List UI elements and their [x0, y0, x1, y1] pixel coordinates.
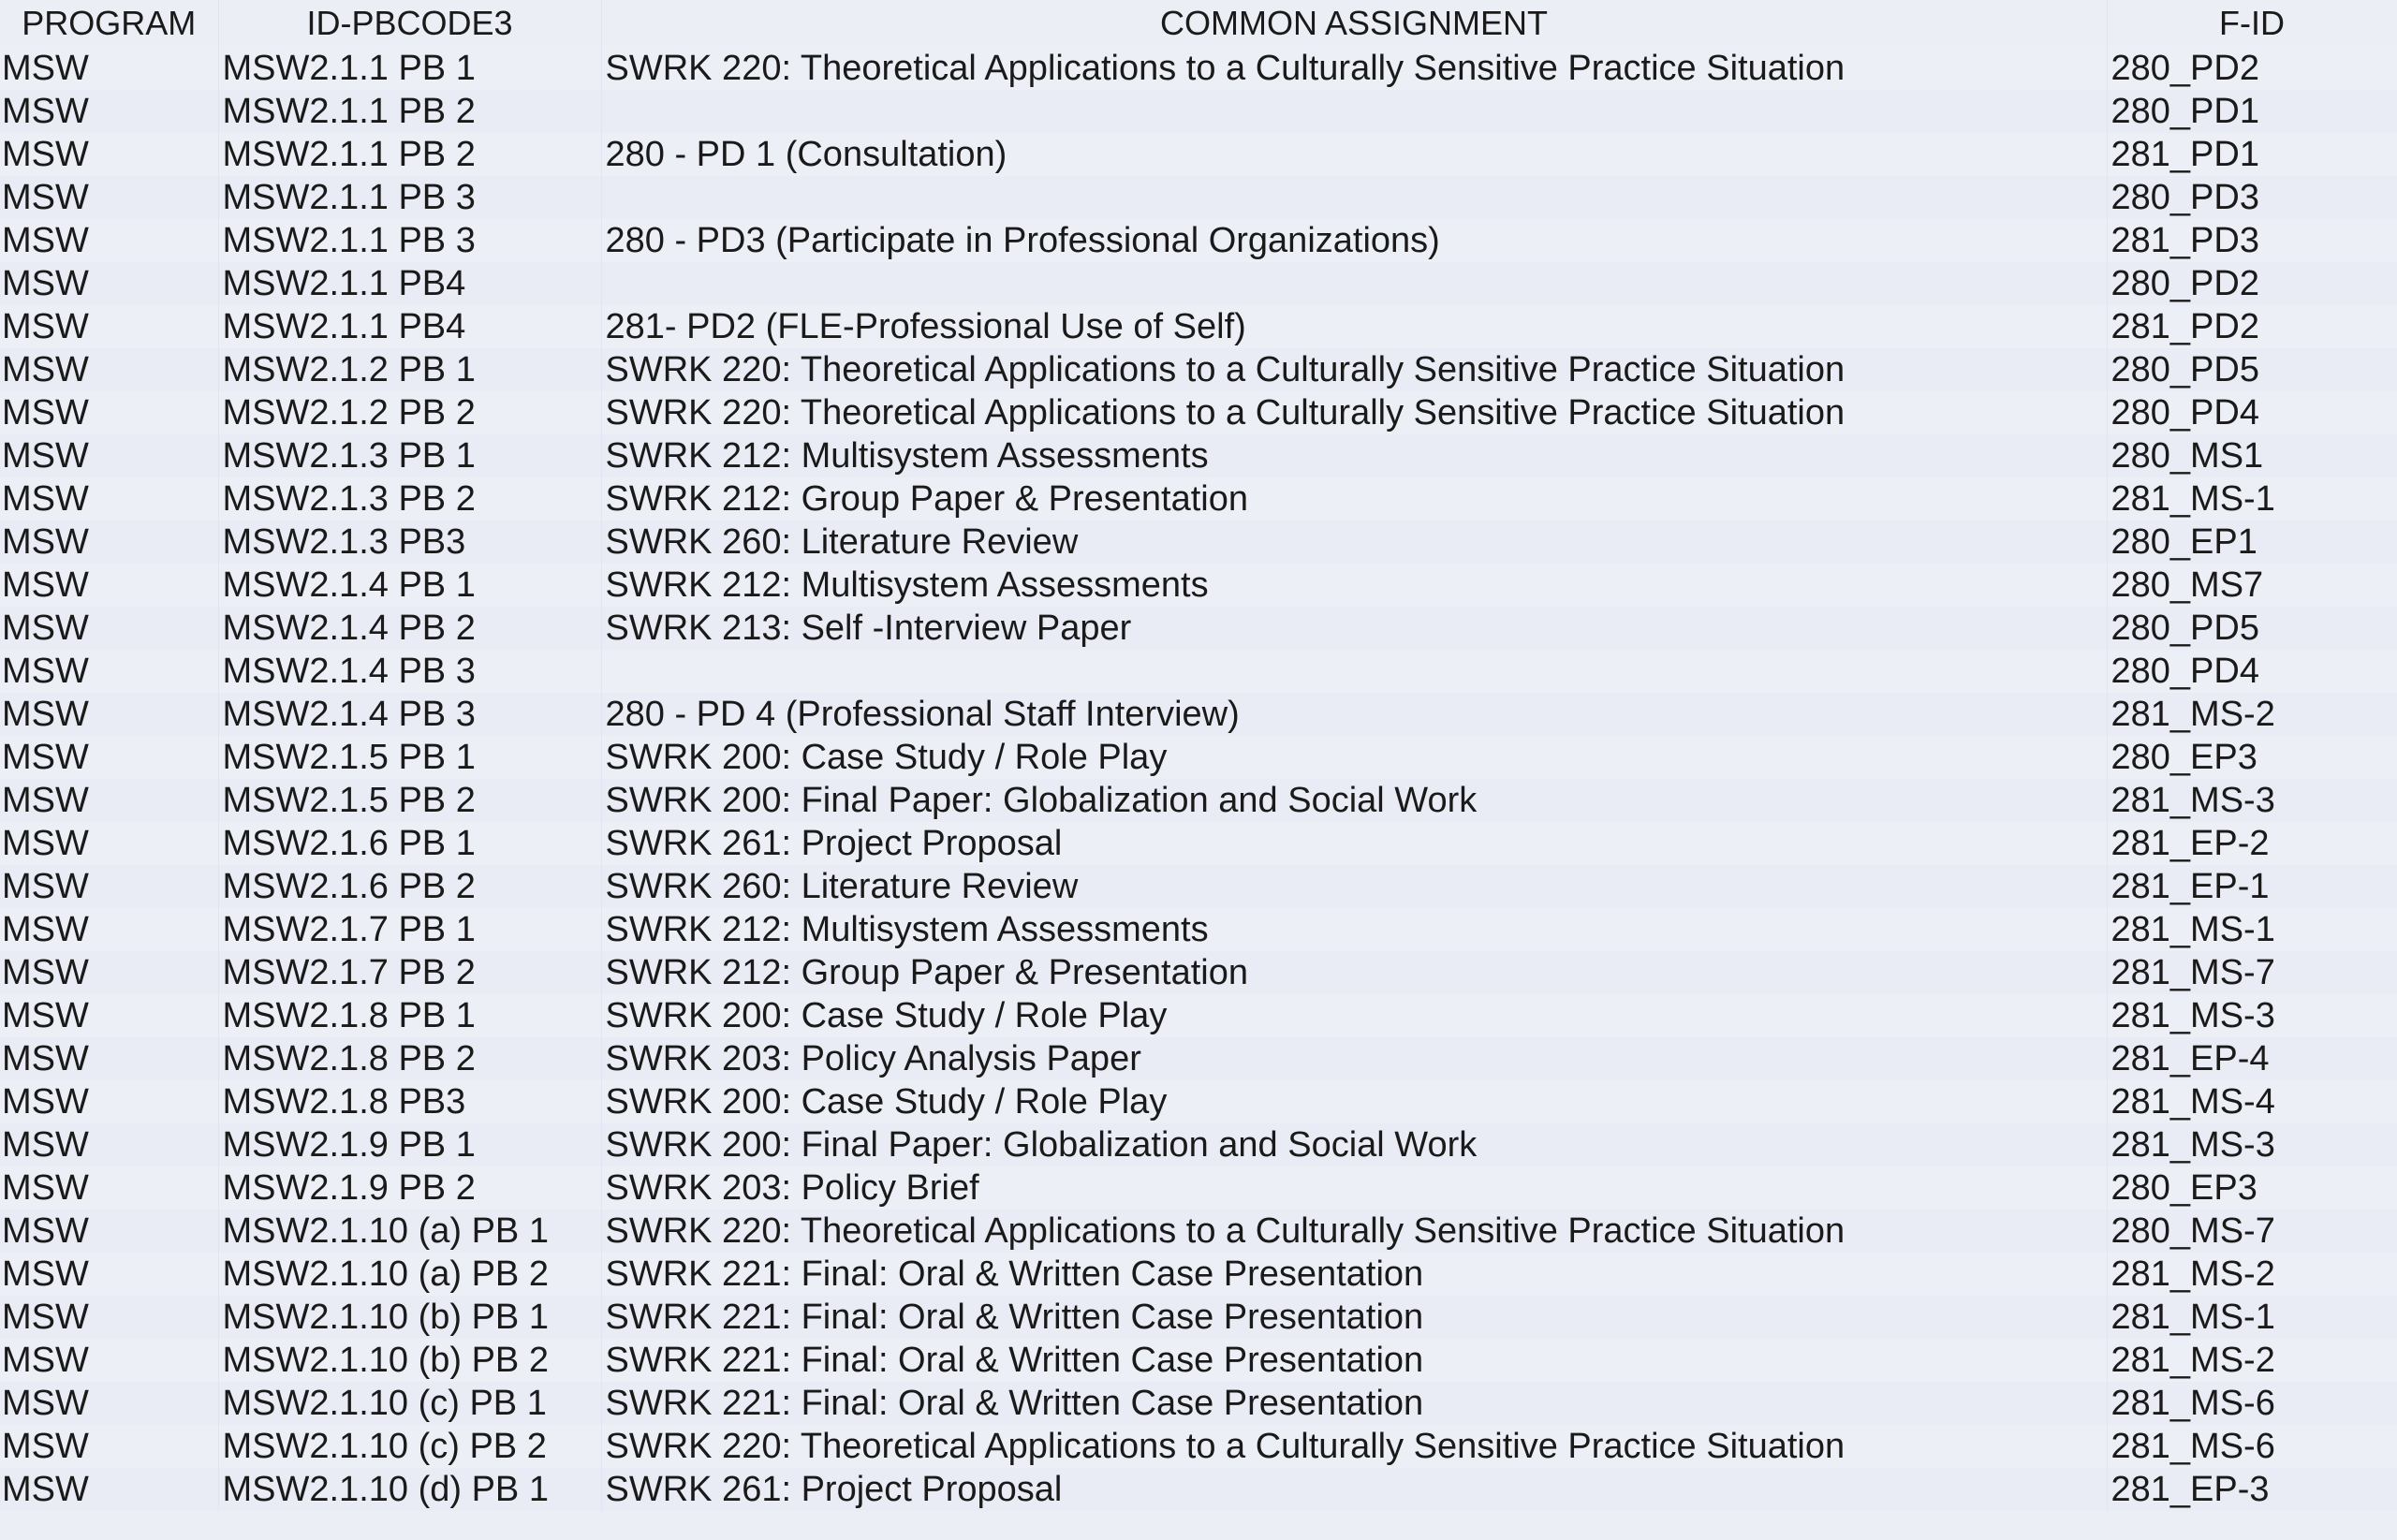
- fid-cell[interactable]: 280_PD3: [2107, 176, 2397, 219]
- assignment-cell[interactable]: SWRK 261: Project Proposal: [601, 1468, 2107, 1511]
- table-row[interactable]: [0, 90, 2397, 133]
- assignment-cell[interactable]: SWRK 200: Case Study / Role Play: [601, 736, 2107, 779]
- program-cell[interactable]: MSW: [0, 262, 218, 305]
- fid-cell[interactable]: 280_PD5: [2107, 607, 2397, 650]
- program-cell[interactable]: MSW: [0, 607, 218, 650]
- pbcode-cell[interactable]: MSW2.1.10 (d) PB 1: [218, 1468, 601, 1511]
- column-header-common-assignment[interactable]: COMMON ASSIGNMENT: [601, 0, 2107, 47]
- assignment-cell[interactable]: SWRK 203: Policy Analysis Paper: [601, 1037, 2107, 1080]
- table-row[interactable]: [0, 1253, 2397, 1296]
- fid-cell[interactable]: 280_PD5: [2107, 348, 2397, 391]
- fid-cell[interactable]: 281_PD3: [2107, 219, 2397, 262]
- assignment-cell[interactable]: SWRK 212: Group Paper & Presentation: [601, 951, 2107, 994]
- column-header-program[interactable]: PROGRAM: [0, 0, 218, 47]
- pbcode-cell[interactable]: MSW2.1.10 (b) PB 2: [218, 1339, 601, 1382]
- fid-cell[interactable]: 281_MS-7: [2107, 951, 2397, 994]
- program-cell[interactable]: MSW: [0, 1425, 218, 1468]
- fid-cell[interactable]: 280_PD4: [2107, 391, 2397, 434]
- program-cell[interactable]: MSW: [0, 219, 218, 262]
- fid-cell[interactable]: 281_MS-2: [2107, 1339, 2397, 1382]
- fid-cell[interactable]: 281_EP-3: [2107, 1468, 2397, 1511]
- pbcode-cell[interactable]: MSW2.1.8 PB3: [218, 1080, 601, 1123]
- fid-cell[interactable]: 281_MS-1: [2107, 477, 2397, 521]
- program-cell[interactable]: MSW: [0, 1166, 218, 1210]
- table-body: [0, 47, 2397, 1511]
- table-row[interactable]: [0, 176, 2397, 219]
- assignment-cell[interactable]: SWRK 260: Literature Review: [601, 521, 2107, 564]
- assignment-cell[interactable]: [601, 90, 2107, 133]
- fid-cell[interactable]: 281_MS-3: [2107, 994, 2397, 1037]
- program-cell[interactable]: MSW: [0, 736, 218, 779]
- table-row[interactable]: [0, 133, 2397, 176]
- program-cell[interactable]: MSW: [0, 176, 218, 219]
- program-cell[interactable]: MSW: [0, 1037, 218, 1080]
- table-row[interactable]: [0, 994, 2397, 1037]
- fid-cell[interactable]: 280_EP1: [2107, 521, 2397, 564]
- table-row[interactable]: [0, 650, 2397, 693]
- assignment-cell[interactable]: SWRK 220: Theoretical Applications to a Culturally Sensitive Practice Situation: [601, 1425, 2107, 1468]
- program-cell[interactable]: MSW: [0, 1468, 218, 1511]
- table-row[interactable]: [0, 736, 2397, 779]
- assignment-cell[interactable]: SWRK 200: Case Study / Role Play: [601, 1080, 2107, 1123]
- table-row[interactable]: [0, 262, 2397, 305]
- pbcode-cell[interactable]: MSW2.1.10 (a) PB 1: [218, 1210, 601, 1253]
- pbcode-cell[interactable]: MSW2.1.5 PB 1: [218, 736, 601, 779]
- table-row[interactable]: [0, 47, 2397, 90]
- program-cell[interactable]: MSW: [0, 1253, 218, 1296]
- table-row[interactable]: [0, 564, 2397, 607]
- program-cell[interactable]: MSW: [0, 650, 218, 693]
- program-cell[interactable]: MSW: [0, 391, 218, 434]
- fid-cell[interactable]: 280_MS7: [2107, 564, 2397, 607]
- program-cell[interactable]: MSW: [0, 865, 218, 908]
- assignment-cell[interactable]: SWRK 200: Final Paper: Globalization and Social Work: [601, 779, 2107, 822]
- table-row[interactable]: [0, 1210, 2397, 1253]
- assignment-cell[interactable]: 280 - PD 1 (Consultation): [601, 133, 2107, 176]
- program-cell[interactable]: MSW: [0, 1339, 218, 1382]
- assignment-cell[interactable]: 280 - PD 4 (Professional Staff Interview): [601, 693, 2107, 736]
- assignment-cell[interactable]: SWRK 220: Theoretical Applications to a Culturally Sensitive Practice Situation: [601, 348, 2107, 391]
- pbcode-cell[interactable]: MSW2.1.4 PB 3: [218, 650, 601, 693]
- fid-cell[interactable]: 280_PD2: [2107, 262, 2397, 305]
- header-row: [0, 0, 2397, 47]
- assignment-cell[interactable]: SWRK 221: Final: Oral & Written Case Presentation: [601, 1339, 2107, 1382]
- fid-cell[interactable]: 281_MS-6: [2107, 1382, 2397, 1425]
- program-cell[interactable]: MSW: [0, 1210, 218, 1253]
- assignment-cell[interactable]: SWRK 221: Final: Oral & Written Case Presentation: [601, 1253, 2107, 1296]
- table-row[interactable]: [0, 951, 2397, 994]
- program-cell[interactable]: MSW: [0, 779, 218, 822]
- column-header-f-id[interactable]: F-ID: [2107, 0, 2397, 47]
- fid-cell[interactable]: 281_PD2: [2107, 305, 2397, 348]
- column-header-id-pbcode3[interactable]: ID-PBCODE3: [218, 0, 601, 47]
- program-cell[interactable]: MSW: [0, 951, 218, 994]
- table-row[interactable]: [0, 908, 2397, 951]
- fid-cell[interactable]: 280_MS1: [2107, 434, 2397, 477]
- pbcode-cell[interactable]: MSW2.1.4 PB 3: [218, 693, 601, 736]
- fid-cell[interactable]: 280_PD4: [2107, 650, 2397, 693]
- assignment-cell[interactable]: SWRK 200: Case Study / Role Play: [601, 994, 2107, 1037]
- pbcode-cell[interactable]: MSW2.1.2 PB 1: [218, 348, 601, 391]
- assignment-cell[interactable]: 280 - PD3 (Participate in Professional Organizations): [601, 219, 2107, 262]
- fid-cell[interactable]: 281_MS-2: [2107, 1253, 2397, 1296]
- fid-cell[interactable]: 281_EP-2: [2107, 822, 2397, 865]
- assignment-cell[interactable]: [601, 262, 2107, 305]
- table-row[interactable]: [0, 822, 2397, 865]
- fid-cell[interactable]: 281_MS-3: [2107, 779, 2397, 822]
- fid-cell[interactable]: 281_MS-4: [2107, 1080, 2397, 1123]
- pbcode-cell[interactable]: MSW2.1.1 PB 3: [218, 176, 601, 219]
- pbcode-cell[interactable]: MSW2.1.10 (b) PB 1: [218, 1296, 601, 1339]
- table-row[interactable]: [0, 434, 2397, 477]
- pbcode-cell[interactable]: MSW2.1.4 PB 2: [218, 607, 601, 650]
- pbcode-cell[interactable]: MSW2.1.8 PB 1: [218, 994, 601, 1037]
- table-row[interactable]: [0, 391, 2397, 434]
- assignment-cell[interactable]: SWRK 221: Final: Oral & Written Case Presentation: [601, 1382, 2107, 1425]
- pbcode-cell[interactable]: MSW2.1.10 (a) PB 2: [218, 1253, 601, 1296]
- table-row[interactable]: [0, 779, 2397, 822]
- program-cell[interactable]: MSW: [0, 133, 218, 176]
- pbcode-cell[interactable]: MSW2.1.8 PB 2: [218, 1037, 601, 1080]
- table-row[interactable]: [0, 865, 2397, 908]
- assignment-cell[interactable]: SWRK 212: Group Paper & Presentation: [601, 477, 2107, 521]
- pbcode-cell[interactable]: MSW2.1.2 PB 2: [218, 391, 601, 434]
- fid-cell[interactable]: 281_MS-6: [2107, 1425, 2397, 1468]
- assignment-cell[interactable]: SWRK 212: Multisystem Assessments: [601, 564, 2107, 607]
- pbcode-cell[interactable]: MSW2.1.3 PB3: [218, 521, 601, 564]
- fid-cell[interactable]: 280_PD1: [2107, 90, 2397, 133]
- pbcode-cell[interactable]: MSW2.1.3 PB 1: [218, 434, 601, 477]
- program-cell[interactable]: MSW: [0, 908, 218, 951]
- table-row[interactable]: [0, 219, 2397, 262]
- program-cell[interactable]: MSW: [0, 1296, 218, 1339]
- pbcode-cell[interactable]: MSW2.1.7 PB 1: [218, 908, 601, 951]
- pbcode-cell[interactable]: MSW2.1.9 PB 2: [218, 1166, 601, 1210]
- program-cell[interactable]: MSW: [0, 477, 218, 521]
- fid-cell[interactable]: 281_MS-3: [2107, 1123, 2397, 1166]
- program-cell[interactable]: MSW: [0, 1123, 218, 1166]
- assignment-cell[interactable]: SWRK 212: Multisystem Assessments: [601, 908, 2107, 951]
- pbcode-cell[interactable]: MSW2.1.1 PB 1: [218, 47, 601, 90]
- program-cell[interactable]: MSW: [0, 434, 218, 477]
- assignment-cell[interactable]: SWRK 220: Theoretical Applications to a Culturally Sensitive Practice Situation: [601, 1210, 2107, 1253]
- pbcode-cell[interactable]: MSW2.1.1 PB 2: [218, 133, 601, 176]
- assignment-cell[interactable]: SWRK 220: Theoretical Applications to a Culturally Sensitive Practice Situation: [601, 47, 2107, 90]
- program-cell[interactable]: MSW: [0, 693, 218, 736]
- table-row[interactable]: [0, 348, 2397, 391]
- fid-cell[interactable]: 281_EP-4: [2107, 1037, 2397, 1080]
- program-cell[interactable]: MSW: [0, 1382, 218, 1425]
- table-row[interactable]: [0, 1037, 2397, 1080]
- pbcode-cell[interactable]: MSW2.1.1 PB 2: [218, 90, 601, 133]
- table-row[interactable]: [0, 1339, 2397, 1382]
- fid-cell[interactable]: 280_MS-7: [2107, 1210, 2397, 1253]
- table-row[interactable]: [0, 607, 2397, 650]
- fid-cell[interactable]: 280_PD2: [2107, 47, 2397, 90]
- table-row[interactable]: [0, 1123, 2397, 1166]
- table-row[interactable]: [0, 1425, 2397, 1468]
- fid-cell[interactable]: 280_EP3: [2107, 1166, 2397, 1210]
- table-row[interactable]: [0, 1296, 2397, 1339]
- program-cell[interactable]: MSW: [0, 348, 218, 391]
- pbcode-cell[interactable]: MSW2.1.10 (c) PB 2: [218, 1425, 601, 1468]
- program-cell[interactable]: MSW: [0, 994, 218, 1037]
- pbcode-cell[interactable]: MSW2.1.4 PB 1: [218, 564, 601, 607]
- table-row[interactable]: [0, 521, 2397, 564]
- table-row[interactable]: [0, 693, 2397, 736]
- program-cell[interactable]: MSW: [0, 521, 218, 564]
- program-cell[interactable]: MSW: [0, 564, 218, 607]
- assignment-cell[interactable]: 281- PD2 (FLE-Professional Use of Self): [601, 305, 2107, 348]
- assignment-cell[interactable]: SWRK 200: Final Paper: Globalization and Social Work: [601, 1123, 2107, 1166]
- fid-cell[interactable]: 281_MS-2: [2107, 693, 2397, 736]
- pbcode-cell[interactable]: MSW2.1.6 PB 1: [218, 822, 601, 865]
- table-row[interactable]: [0, 477, 2397, 521]
- pbcode-cell[interactable]: MSW2.1.1 PB4: [218, 305, 601, 348]
- program-cell[interactable]: MSW: [0, 47, 218, 90]
- fid-cell[interactable]: 281_PD1: [2107, 133, 2397, 176]
- table-row[interactable]: [0, 305, 2397, 348]
- pbcode-cell[interactable]: MSW2.1.9 PB 1: [218, 1123, 601, 1166]
- assignment-cell[interactable]: [601, 176, 2107, 219]
- pbcode-cell[interactable]: MSW2.1.1 PB 3: [218, 219, 601, 262]
- program-cell[interactable]: MSW: [0, 305, 218, 348]
- assignment-cell[interactable]: SWRK 213: Self -Interview Paper: [601, 607, 2107, 650]
- table-row[interactable]: [0, 1166, 2397, 1210]
- program-cell[interactable]: MSW: [0, 822, 218, 865]
- pbcode-cell[interactable]: MSW2.1.3 PB 2: [218, 477, 601, 521]
- program-cell[interactable]: MSW: [0, 1080, 218, 1123]
- program-cell[interactable]: MSW: [0, 90, 218, 133]
- assignment-cell[interactable]: SWRK 220: Theoretical Applications to a Culturally Sensitive Practice Situation: [601, 391, 2107, 434]
- fid-cell[interactable]: 280_EP3: [2107, 736, 2397, 779]
- table-row[interactable]: [0, 1080, 2397, 1123]
- pbcode-cell[interactable]: MSW2.1.6 PB 2: [218, 865, 601, 908]
- assignment-cell[interactable]: SWRK 203: Policy Brief: [601, 1166, 2107, 1210]
- assignment-cell[interactable]: SWRK 260: Literature Review: [601, 865, 2107, 908]
- fid-cell[interactable]: 281_EP-1: [2107, 865, 2397, 908]
- pbcode-cell[interactable]: MSW2.1.7 PB 2: [218, 951, 601, 994]
- assignment-cell[interactable]: SWRK 221: Final: Oral & Written Case Presentation: [601, 1296, 2107, 1339]
- assignment-cell[interactable]: SWRK 261: Project Proposal: [601, 822, 2107, 865]
- pbcode-cell[interactable]: MSW2.1.10 (c) PB 1: [218, 1382, 601, 1425]
- fid-cell[interactable]: 281_MS-1: [2107, 908, 2397, 951]
- assignment-cell[interactable]: [601, 650, 2107, 693]
- fid-cell[interactable]: 281_MS-1: [2107, 1296, 2397, 1339]
- pbcode-cell[interactable]: MSW2.1.1 PB4: [218, 262, 601, 305]
- table-row[interactable]: [0, 1468, 2397, 1511]
- assignment-cell[interactable]: SWRK 212: Multisystem Assessments: [601, 434, 2107, 477]
- table-row[interactable]: [0, 1382, 2397, 1425]
- pbcode-cell[interactable]: MSW2.1.5 PB 2: [218, 779, 601, 822]
